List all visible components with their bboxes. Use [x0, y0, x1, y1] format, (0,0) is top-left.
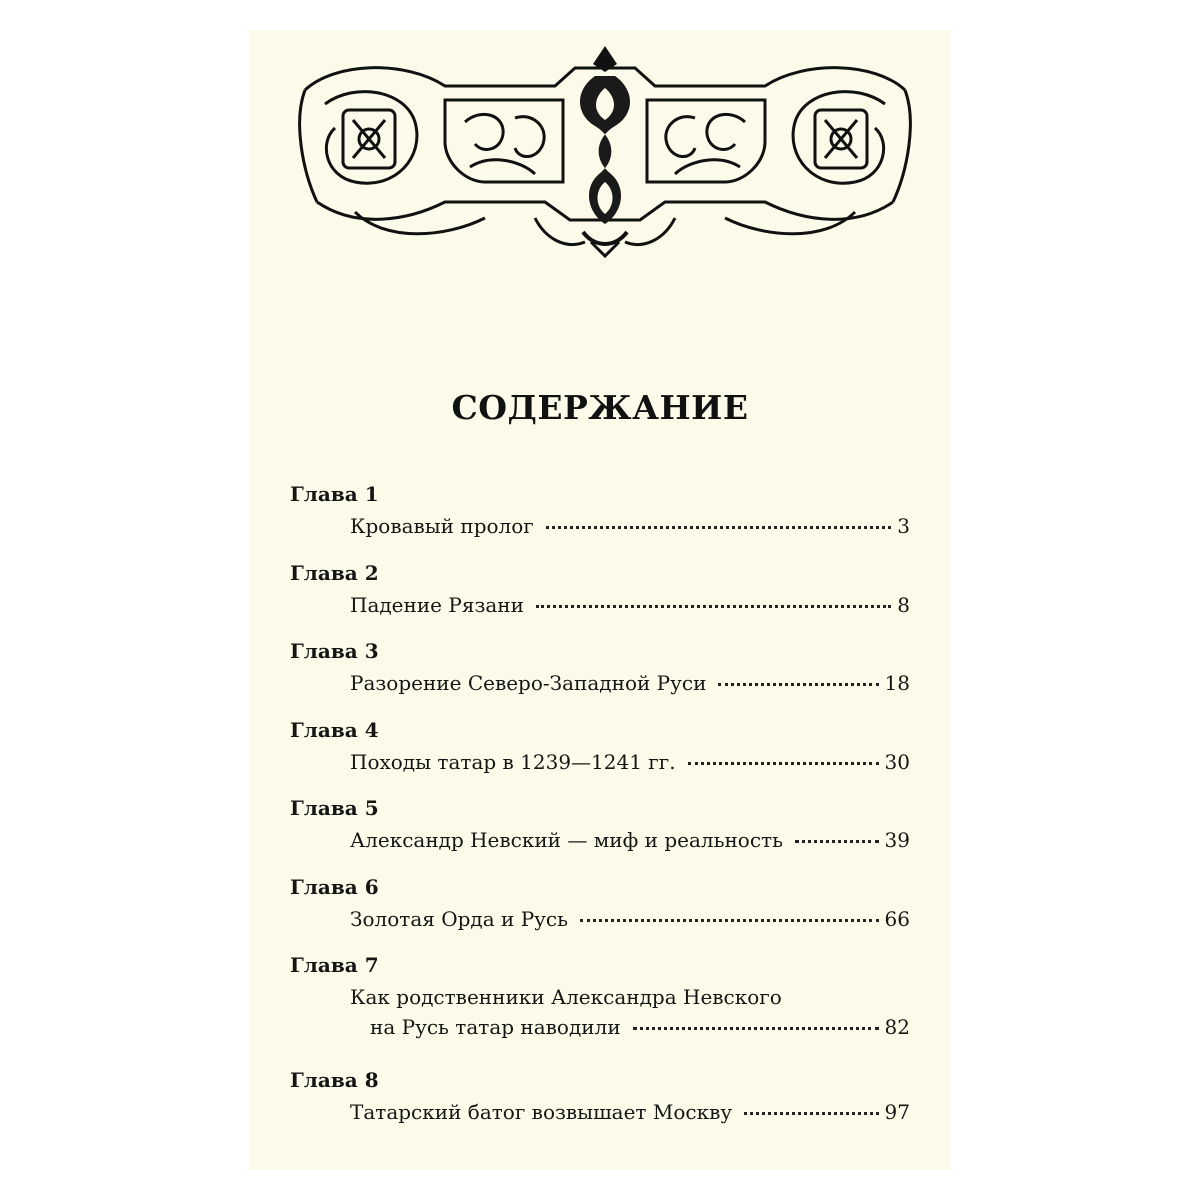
page-number: 3	[897, 514, 910, 538]
dot-leader	[536, 605, 891, 608]
toc-entry	[290, 947, 910, 1062]
chapter-title-line1: Как родственники Александра Невского	[350, 985, 782, 1009]
chapter-label: Глава 3	[290, 639, 379, 663]
dot-leader	[633, 1027, 879, 1030]
toc-entry	[290, 790, 910, 869]
chapter-title: Походы татар в 1239—1241 гг.	[350, 749, 676, 774]
chapter-row	[370, 1015, 910, 1039]
toc-entry	[290, 555, 910, 634]
chapter-label: Глава 5	[290, 796, 379, 820]
page-number: 66	[884, 906, 910, 931]
chapter-label: Глава 4	[290, 717, 379, 742]
dot-leader	[718, 683, 878, 686]
chapter-label: Глава 7	[290, 953, 379, 977]
table-of-contents	[290, 476, 910, 1141]
page-number: 39	[884, 828, 910, 852]
dot-leader	[546, 526, 891, 529]
page-title: СОДЕРЖАНИЕ	[451, 388, 749, 427]
dot-leader	[688, 762, 879, 765]
dot-leader	[795, 840, 879, 843]
toc-entry	[290, 712, 910, 791]
chapter-label: Глава 1	[290, 482, 379, 506]
chapter-title: Александр Невский — миф и реальность	[350, 828, 783, 852]
page-number: 8	[897, 592, 910, 617]
chapter-row	[350, 593, 910, 617]
toc-entry	[290, 1062, 910, 1141]
chapter-label: Глава 2	[290, 560, 379, 585]
chapter-title: Кровавый пролог	[350, 514, 534, 538]
chapter-label: Глава 8	[290, 1068, 379, 1092]
toc-entry	[290, 869, 910, 948]
page-number: 18	[884, 671, 910, 695]
page-number: 82	[884, 1015, 910, 1039]
toc-entry	[290, 633, 910, 712]
chapter-title-line2: на Русь татар наводили	[370, 1015, 621, 1039]
chapter-title: Татарский батог возвышает Москву	[350, 1100, 733, 1124]
chapter-title: Падение Рязани	[350, 592, 524, 617]
chapter-label: Глава 6	[290, 874, 379, 899]
chapter-row	[350, 514, 910, 538]
dot-leader	[580, 919, 879, 922]
page-number: 97	[884, 1100, 910, 1124]
chapter-row	[350, 907, 910, 931]
chapter-row	[350, 1100, 910, 1124]
dot-leader	[744, 1112, 878, 1115]
chapter-row	[350, 750, 910, 774]
page-number: 30	[884, 749, 910, 774]
toc-entry	[290, 476, 910, 555]
chapter-title: Разорение Северо-Западной Руси	[350, 671, 707, 695]
chapter-row	[350, 671, 910, 695]
chapter-title: Золотая Орда и Русь	[350, 906, 569, 931]
chapter-row	[350, 828, 910, 852]
ornamental-headpiece	[295, 42, 915, 260]
